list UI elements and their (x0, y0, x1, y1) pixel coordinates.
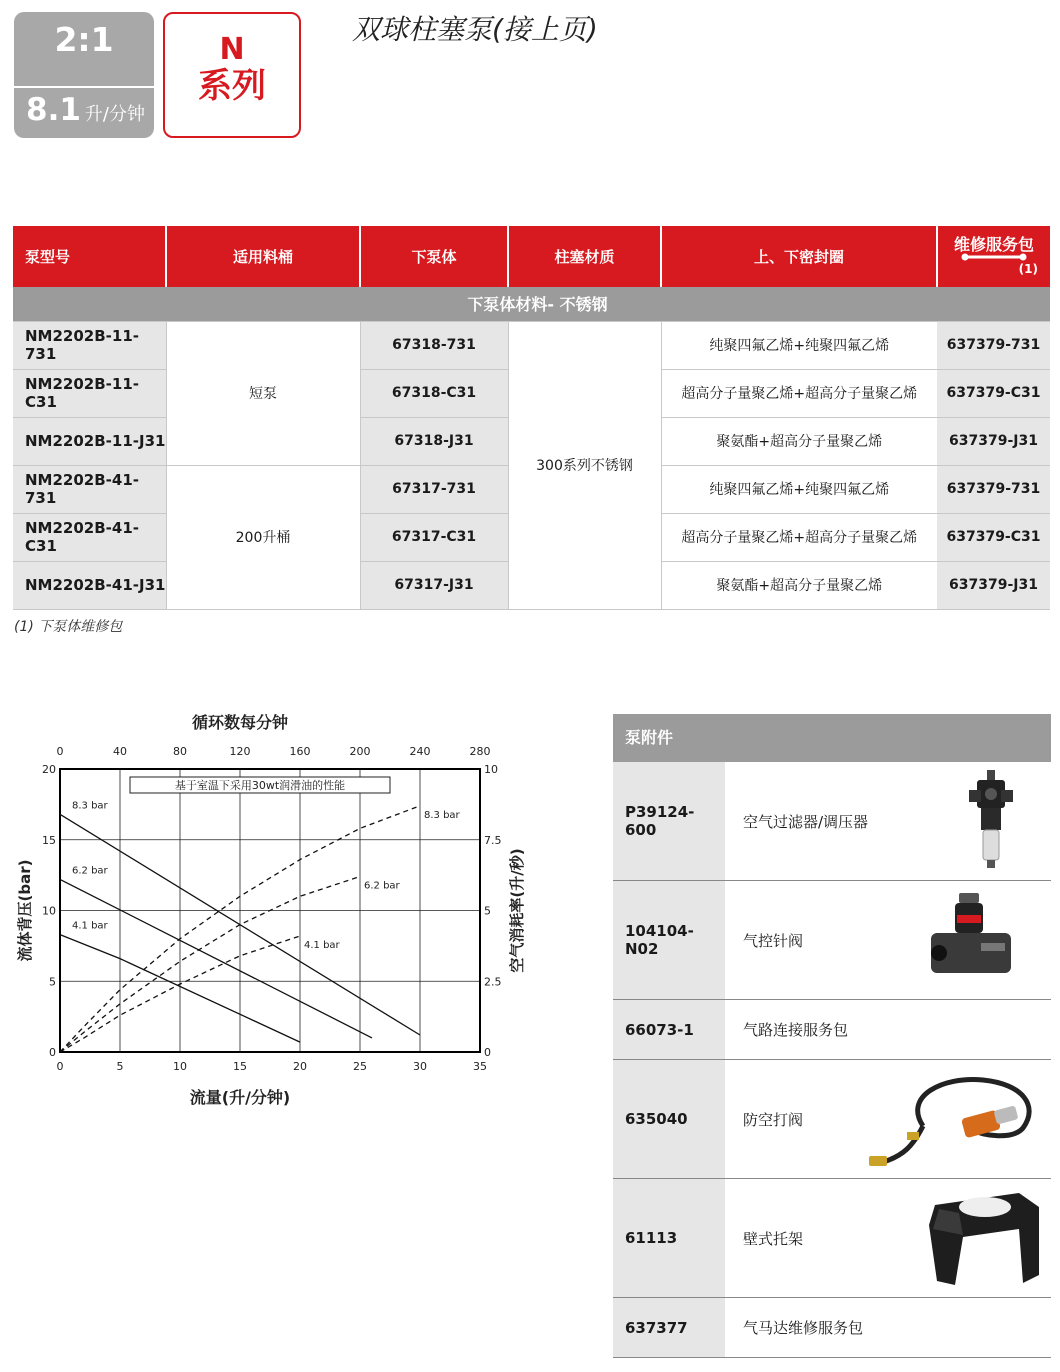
wrench-icon (959, 253, 1029, 261)
accessory-row (613, 1179, 1051, 1298)
section-title: 下泵体材料- 不锈钢 (13, 287, 1050, 321)
service-kit-cell: 637379-731 (937, 321, 1050, 369)
model-cell: NM2202B-41-C31 (13, 513, 166, 561)
accessory-description: 气控针阀 (743, 931, 804, 950)
series-word: 系列 (198, 66, 266, 106)
y2-tick-label: 2.5 (484, 975, 502, 989)
header-bucket: 适用料桶 (166, 226, 360, 287)
x-axis-label: 流量(升/分钟) (189, 1088, 291, 1107)
x2-tick-label: 80 (173, 745, 187, 758)
section-row (13, 287, 1050, 321)
table-row (13, 321, 1050, 369)
y-tick-label: 15 (42, 833, 56, 847)
runaway-valve-image (863, 1066, 1043, 1172)
service-kit-footnote-ref: (1) (1018, 261, 1038, 276)
y-tick-label: 20 (42, 763, 56, 776)
service-kit-cell: 637379-C31 (937, 369, 1050, 417)
needle-valve-image (863, 887, 1043, 993)
seals-cell: 超高分子量聚乙烯+超高分子量聚乙烯 (661, 513, 937, 561)
chart-title: 循环数每分钟 (191, 713, 289, 732)
seals-cell: 聚氨酯+超高分子量聚乙烯 (661, 561, 937, 609)
air-series-label: 8.3 bar (424, 809, 460, 821)
y-axis-label: 流体背压(bar) (16, 859, 34, 962)
model-cell: NM2202B-11-C31 (13, 369, 166, 417)
x-tick-label: 15 (233, 1060, 247, 1073)
y2-tick-label: 5 (484, 904, 491, 918)
performance-chart (0, 700, 600, 1120)
pressure-series-label: 4.1 bar (72, 920, 108, 932)
badge-divider (14, 86, 154, 88)
x2-tick-label: 240 (409, 745, 431, 758)
series-letter: N (219, 32, 245, 67)
seals-cell: 超高分子量聚乙烯+超高分子量聚乙烯 (661, 369, 937, 417)
accessory-row (613, 762, 1051, 881)
y2-tick-label: 10 (484, 763, 498, 776)
x-tick-label: 0 (56, 1060, 64, 1073)
accessory-row (613, 1060, 1051, 1179)
x2-tick-label: 120 (229, 745, 251, 758)
accessories-heading: 泵附件 (613, 714, 1051, 762)
annotation-text: 基于室温下采用30wt润滑油的性能 (174, 779, 346, 792)
header-service-kit (937, 226, 1050, 287)
x2-tick-label: 200 (349, 745, 371, 758)
seals-cell: 纯聚四氟乙烯+纯聚四氟乙烯 (661, 465, 937, 513)
accessory-row (613, 881, 1051, 1000)
service-kit-cell: 637379-731 (937, 465, 1050, 513)
x-tick-label: 35 (473, 1060, 487, 1073)
lower-pump-cell: 67318-J31 (360, 417, 508, 465)
model-cell: NM2202B-41-731 (13, 465, 166, 513)
accessory-description: 气马达维修服务包 (743, 1319, 864, 1337)
bucket-cell: 短泵 (166, 321, 360, 465)
lower-pump-cell: 67317-C31 (360, 513, 508, 561)
header-plunger: 柱塞材质 (508, 226, 661, 287)
accessory-part-number: 635040 (613, 1060, 725, 1178)
accessory-part-number: 61113 (613, 1179, 725, 1297)
pressure-series-label: 8.3 bar (72, 800, 108, 812)
table-header-row (13, 226, 1050, 287)
header-model: 泵型号 (13, 226, 166, 287)
flow-rate (26, 92, 145, 128)
y2-tick-label: 7.5 (484, 833, 502, 847)
accessory-part-number: 66073-1 (613, 1000, 725, 1059)
plunger-cell: 300系列不锈钢 (508, 321, 661, 609)
accessories-panel (613, 714, 1051, 1358)
model-cell: NM2202B-11-J31 (13, 417, 166, 465)
x2-tick-label: 160 (289, 745, 311, 758)
lower-pump-cell: 67317-J31 (360, 561, 508, 609)
y2-axis-label: 空气消耗率(升/秒) (508, 848, 526, 973)
seals-cell: 聚氨酯+超高分子量聚乙烯 (661, 417, 937, 465)
pump-model-table (13, 226, 1050, 610)
x2-tick-label: 40 (113, 745, 127, 758)
flow-unit: 升/分钟 (84, 104, 145, 125)
x2-tick-label: 0 (56, 745, 64, 758)
x-tick-label: 30 (413, 1060, 427, 1073)
x2-tick-label: 280 (469, 745, 491, 758)
filter-regulator-image (863, 768, 1043, 874)
wall-bracket-image (863, 1185, 1043, 1291)
y-tick-label: 5 (49, 975, 56, 989)
y2-tick-label: 0 (484, 1046, 491, 1059)
seals-cell: 纯聚四氟乙烯+纯聚四氟乙烯 (661, 321, 937, 369)
accessory-row (613, 1000, 1051, 1060)
service-kit-label: 维修服务包 (953, 234, 1034, 254)
accessory-part-number: 637377 (613, 1298, 725, 1357)
air-series-label: 6.2 bar (364, 880, 400, 892)
service-kit-cell: 637379-C31 (937, 513, 1050, 561)
accessory-description: 气路连接服务包 (743, 1021, 849, 1039)
accessory-part-number: P39124-600 (613, 762, 725, 880)
y-tick-label: 10 (42, 904, 56, 918)
accessory-row (613, 1298, 1051, 1358)
page-title: 双球柱塞泵(接上页) (352, 13, 598, 46)
x-tick-label: 5 (116, 1060, 124, 1073)
bucket-cell: 200升桶 (166, 465, 360, 609)
lower-pump-cell: 67318-C31 (360, 369, 508, 417)
header-lower-pump: 下泵体 (360, 226, 508, 287)
lower-pump-cell: 67318-731 (360, 321, 508, 369)
accessory-description: 壁式托架 (743, 1229, 804, 1248)
x-tick-label: 25 (353, 1060, 367, 1073)
model-cell: NM2202B-41-J31 (13, 561, 166, 609)
y-tick-label: 0 (49, 1046, 56, 1059)
accessory-description: 空气过滤器/调压器 (743, 812, 869, 831)
ratio-value: 2:1 (54, 20, 114, 59)
back-pressure-line (60, 879, 372, 1038)
x-tick-label: 20 (293, 1060, 307, 1073)
flow-value: 8.1 (26, 92, 81, 128)
series-badge (163, 12, 301, 138)
accessory-part-number: 104104-N02 (613, 881, 725, 999)
footnote: (1) 下泵体维修包 (14, 619, 123, 635)
service-kit-cell: 637379-J31 (937, 417, 1050, 465)
accessory-description: 防空打阀 (743, 1110, 804, 1129)
air-series-label: 4.1 bar (304, 939, 340, 951)
ratio-badge (14, 12, 154, 138)
model-cell: NM2202B-11-731 (13, 321, 166, 369)
header-seals: 上、下密封圈 (661, 226, 937, 287)
lower-pump-cell: 67317-731 (360, 465, 508, 513)
service-kit-cell: 637379-J31 (937, 561, 1050, 609)
pressure-series-label: 6.2 bar (72, 865, 108, 877)
x-tick-label: 10 (173, 1060, 187, 1073)
